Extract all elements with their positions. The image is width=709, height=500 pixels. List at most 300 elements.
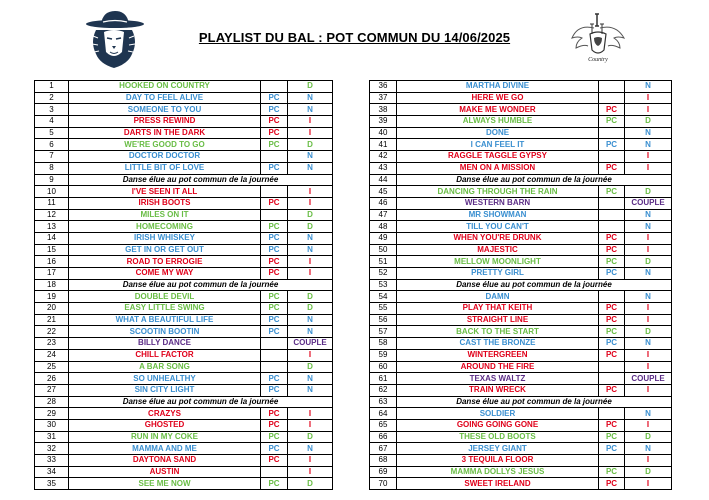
- song-title: WE'RE GOOD TO GO: [69, 139, 261, 151]
- playlist-row: [370, 116, 672, 128]
- playlist-row: [370, 268, 672, 280]
- pc-mark: [599, 197, 625, 209]
- level-code: N: [625, 209, 672, 221]
- level-code: N: [625, 221, 672, 233]
- song-title: SO UNHEALTHY: [69, 373, 261, 385]
- level-code: I: [625, 104, 672, 116]
- playlist-row: [35, 408, 333, 420]
- row-number: 50: [370, 244, 397, 256]
- level-code: COUPLE: [625, 197, 672, 209]
- playlist-row: [370, 186, 672, 198]
- level-code: I: [288, 186, 333, 198]
- playlist-row: [370, 291, 672, 303]
- level-code: N: [288, 384, 333, 396]
- song-title: MARTHA DIVINE: [397, 81, 599, 93]
- dance-vote-row: [370, 174, 672, 186]
- pc-mark: PC: [261, 431, 288, 443]
- row-number: 33: [35, 455, 69, 467]
- level-code: N: [625, 139, 672, 151]
- row-number: 29: [35, 408, 69, 420]
- song-title: I CAN FEEL IT: [397, 139, 599, 151]
- level-code: N: [288, 92, 333, 104]
- playlist-row: [35, 431, 333, 443]
- level-code: D: [288, 221, 333, 233]
- level-code: N: [288, 104, 333, 116]
- row-number: 31: [35, 431, 69, 443]
- level-code: I: [625, 419, 672, 431]
- level-code: I: [625, 455, 672, 467]
- dance-vote-label: Danse élue au pot commun de la journée: [69, 279, 333, 291]
- song-title: MAKE ME WONDER: [397, 104, 599, 116]
- dance-vote-row: [35, 279, 333, 291]
- pc-mark: PC: [599, 162, 625, 174]
- page-title: PLAYLIST DU BAL : POT COMMUN DU 14/06/2025: [198, 30, 511, 45]
- song-title: SIN CITY LIGHT: [69, 384, 261, 396]
- row-number: 54: [370, 291, 397, 303]
- row-number: 35: [35, 478, 69, 490]
- row-number: 57: [370, 326, 397, 338]
- row-number: 14: [35, 232, 69, 244]
- row-number: 46: [370, 197, 397, 209]
- pc-mark: [261, 361, 288, 373]
- row-number: 1: [35, 81, 69, 93]
- country-emblem-logo: [570, 8, 626, 66]
- dance-vote-row: [35, 396, 333, 408]
- song-title: I'VE SEEN IT ALL: [69, 186, 261, 198]
- playlist-row: [370, 209, 672, 221]
- level-code: N: [288, 151, 333, 163]
- level-code: I: [625, 92, 672, 104]
- playlist-row: [370, 373, 672, 385]
- playlist-row: [370, 221, 672, 233]
- playlist-row: [35, 162, 333, 174]
- song-title: AUSTIN: [69, 466, 261, 478]
- level-code: D: [625, 256, 672, 268]
- level-code: D: [625, 186, 672, 198]
- level-code: D: [625, 431, 672, 443]
- level-code: N: [288, 232, 333, 244]
- row-number: 36: [370, 81, 397, 93]
- song-title: SEE ME NOW: [69, 478, 261, 490]
- pc-mark: PC: [599, 443, 625, 455]
- song-title: DARTS IN THE DARK: [69, 127, 261, 139]
- playlist-row: [35, 314, 333, 326]
- playlist-row: [370, 361, 672, 373]
- playlist-row: [370, 443, 672, 455]
- pc-mark: PC: [599, 186, 625, 198]
- pc-mark: PC: [599, 104, 625, 116]
- row-number: 42: [370, 151, 397, 163]
- song-title: DONE: [397, 127, 599, 139]
- playlist-row: [370, 244, 672, 256]
- row-number: 23: [35, 338, 69, 350]
- dance-vote-label: Danse élue au pot commun de la journée: [397, 174, 672, 186]
- level-code: I: [625, 361, 672, 373]
- pc-mark: PC: [261, 408, 288, 420]
- playlist-row: [370, 81, 672, 93]
- pc-mark: [261, 209, 288, 221]
- playlist-row: [35, 349, 333, 361]
- playlist-row: [370, 92, 672, 104]
- pc-mark: PC: [261, 232, 288, 244]
- row-number: 56: [370, 314, 397, 326]
- song-title: PLAY THAT KEITH: [397, 303, 599, 315]
- row-number: 16: [35, 256, 69, 268]
- level-code: N: [625, 268, 672, 280]
- row-number: 66: [370, 431, 397, 443]
- song-title: TILL YOU CAN'T: [397, 221, 599, 233]
- pc-mark: PC: [261, 326, 288, 338]
- song-title: CAST THE BRONZE: [397, 338, 599, 350]
- playlist-row: [370, 338, 672, 350]
- pc-mark: PC: [599, 116, 625, 128]
- row-number: 48: [370, 221, 397, 233]
- row-number: 15: [35, 244, 69, 256]
- playlist-row: [370, 197, 672, 209]
- playlist-row: [370, 127, 672, 139]
- row-number: 70: [370, 478, 397, 490]
- pc-mark: [261, 466, 288, 478]
- row-number: 37: [370, 92, 397, 104]
- song-title: DAY TO FEEL ALIVE: [69, 92, 261, 104]
- level-code: I: [625, 478, 672, 490]
- song-title: MEN ON A MISSION: [397, 162, 599, 174]
- song-title: RAGGLE TAGGLE GYPSY: [397, 151, 599, 163]
- playlist-row: [35, 81, 333, 93]
- row-number: 24: [35, 349, 69, 361]
- playlist-row: [35, 419, 333, 431]
- pc-mark: PC: [261, 104, 288, 116]
- row-number: 39: [370, 116, 397, 128]
- level-code: I: [625, 303, 672, 315]
- pc-mark: [599, 408, 625, 420]
- pc-mark: [599, 291, 625, 303]
- pc-mark: [599, 221, 625, 233]
- playlist-row: [35, 197, 333, 209]
- song-title: GET IN OR GET OUT: [69, 244, 261, 256]
- row-number: 64: [370, 408, 397, 420]
- row-number: 18: [35, 279, 69, 291]
- playlist-row: [370, 431, 672, 443]
- song-title: DOCTOR DOCTOR: [69, 151, 261, 163]
- row-number: 25: [35, 361, 69, 373]
- pc-mark: PC: [261, 116, 288, 128]
- pc-mark: [599, 455, 625, 467]
- playlist-row: [370, 256, 672, 268]
- playlist-row: [35, 338, 333, 350]
- row-number: 26: [35, 373, 69, 385]
- pc-mark: PC: [599, 314, 625, 326]
- playlist-row: [35, 209, 333, 221]
- pc-mark: PC: [261, 256, 288, 268]
- row-number: 11: [35, 197, 69, 209]
- pc-mark: PC: [261, 303, 288, 315]
- song-title: WHAT A BEAUTIFUL LIFE: [69, 314, 261, 326]
- row-number: 27: [35, 384, 69, 396]
- row-number: 53: [370, 279, 397, 291]
- pc-mark: PC: [261, 384, 288, 396]
- row-number: 8: [35, 162, 69, 174]
- playlist-row: [35, 232, 333, 244]
- playlist-row: [35, 104, 333, 116]
- playlist-table-right: [369, 80, 672, 490]
- row-number: 45: [370, 186, 397, 198]
- pc-mark: PC: [599, 431, 625, 443]
- level-code: I: [288, 256, 333, 268]
- song-title: DAMN: [397, 291, 599, 303]
- playlist-row: [370, 314, 672, 326]
- playlist-row: [35, 291, 333, 303]
- row-number: 7: [35, 151, 69, 163]
- level-code: COUPLE: [625, 373, 672, 385]
- row-number: 69: [370, 466, 397, 478]
- dance-vote-row: [370, 279, 672, 291]
- row-number: 19: [35, 291, 69, 303]
- playlist-row: [35, 361, 333, 373]
- playlist-row: [370, 384, 672, 396]
- level-code: I: [625, 314, 672, 326]
- pc-mark: PC: [599, 384, 625, 396]
- level-code: I: [288, 455, 333, 467]
- song-title: MAMMA DOLLYS JESUS: [397, 466, 599, 478]
- level-code: D: [288, 431, 333, 443]
- row-number: 61: [370, 373, 397, 385]
- pc-mark: PC: [261, 478, 288, 490]
- level-code: N: [288, 373, 333, 385]
- row-number: 58: [370, 338, 397, 350]
- playlist-row: [35, 256, 333, 268]
- row-number: 43: [370, 162, 397, 174]
- level-code: N: [288, 443, 333, 455]
- row-number: 44: [370, 174, 397, 186]
- pc-mark: PC: [599, 419, 625, 431]
- playlist-row: [35, 455, 333, 467]
- pc-mark: [261, 349, 288, 361]
- dance-vote-label: Danse élue au pot commun de la journée: [397, 279, 672, 291]
- song-title: RUN IN MY COKE: [69, 431, 261, 443]
- level-code: I: [288, 268, 333, 280]
- playlist-row: [370, 349, 672, 361]
- playlist-row: [370, 139, 672, 151]
- row-number: 62: [370, 384, 397, 396]
- pc-mark: PC: [599, 338, 625, 350]
- pc-mark: PC: [599, 244, 625, 256]
- pc-mark: PC: [261, 221, 288, 233]
- row-number: 6: [35, 139, 69, 151]
- level-code: I: [288, 408, 333, 420]
- playlist-row: [35, 116, 333, 128]
- row-number: 49: [370, 232, 397, 244]
- pc-mark: PC: [599, 326, 625, 338]
- playlist-row: [370, 151, 672, 163]
- song-title: ROAD TO ERROGIE: [69, 256, 261, 268]
- row-number: 67: [370, 443, 397, 455]
- song-title: HOOKED ON COUNTRY: [69, 81, 261, 93]
- song-title: PRESS REWIND: [69, 116, 261, 128]
- song-title: TEXAS WALTZ: [397, 373, 599, 385]
- song-title: PRETTY GIRL: [397, 268, 599, 280]
- dance-vote-row: [35, 174, 333, 186]
- pc-mark: PC: [261, 314, 288, 326]
- playlist-row: [35, 268, 333, 280]
- song-title: GOING GOING GONE: [397, 419, 599, 431]
- song-title: SOMEONE TO YOU: [69, 104, 261, 116]
- pc-mark: PC: [599, 268, 625, 280]
- pc-mark: [599, 92, 625, 104]
- row-number: 65: [370, 419, 397, 431]
- logo-country-label: Country: [588, 57, 608, 63]
- dance-vote-row: [370, 396, 672, 408]
- level-code: I: [625, 384, 672, 396]
- pc-mark: [261, 338, 288, 350]
- song-title: WESTERN BARN: [397, 197, 599, 209]
- row-number: 34: [35, 466, 69, 478]
- level-code: I: [625, 349, 672, 361]
- playlist-row: [35, 244, 333, 256]
- pc-mark: PC: [261, 419, 288, 431]
- row-number: 13: [35, 221, 69, 233]
- pc-mark: PC: [261, 373, 288, 385]
- row-number: 20: [35, 303, 69, 315]
- playlist-row: [370, 104, 672, 116]
- level-code: N: [288, 162, 333, 174]
- song-title: DAYTONA SAND: [69, 455, 261, 467]
- song-title: MR SHOWMAN: [397, 209, 599, 221]
- row-number: 47: [370, 209, 397, 221]
- pc-mark: [599, 361, 625, 373]
- pc-mark: PC: [599, 466, 625, 478]
- row-number: 59: [370, 349, 397, 361]
- level-code: N: [625, 127, 672, 139]
- song-title: 3 TEQUILA FLOOR: [397, 455, 599, 467]
- playlist-row: [35, 127, 333, 139]
- song-title: LITTLE BIT OF LOVE: [69, 162, 261, 174]
- song-title: SCOOTIN BOOTIN: [69, 326, 261, 338]
- pc-mark: PC: [261, 244, 288, 256]
- level-code: N: [625, 338, 672, 350]
- pc-mark: PC: [599, 478, 625, 490]
- level-code: I: [288, 419, 333, 431]
- level-code: I: [288, 466, 333, 478]
- playlist-row: [370, 466, 672, 478]
- dance-vote-label: Danse élue au pot commun de la journée: [69, 396, 333, 408]
- song-title: CRAZYS: [69, 408, 261, 420]
- song-title: IRISH BOOTS: [69, 197, 261, 209]
- song-title: MILES ON IT: [69, 209, 261, 221]
- playlist-row: [35, 443, 333, 455]
- level-code: N: [288, 314, 333, 326]
- row-number: 60: [370, 361, 397, 373]
- song-title: BACK TO THE START: [397, 326, 599, 338]
- pc-mark: PC: [261, 197, 288, 209]
- level-code: I: [625, 151, 672, 163]
- row-number: 2: [35, 92, 69, 104]
- level-code: D: [288, 478, 333, 490]
- playlist-table-left: [34, 80, 333, 490]
- level-code: N: [288, 244, 333, 256]
- song-title: WHEN YOU'RE DRUNK: [397, 232, 599, 244]
- level-code: I: [625, 162, 672, 174]
- pc-mark: [599, 209, 625, 221]
- pc-mark: [599, 373, 625, 385]
- pc-mark: PC: [261, 139, 288, 151]
- song-title: THESE OLD BOOTS: [397, 431, 599, 443]
- level-code: D: [288, 361, 333, 373]
- song-title: JERSEY GIANT: [397, 443, 599, 455]
- song-title: DANCING THROUGH THE RAIN: [397, 186, 599, 198]
- pc-mark: [599, 127, 625, 139]
- playlist-row: [370, 326, 672, 338]
- playlist-row: [35, 92, 333, 104]
- song-title: HERE WE GO: [397, 92, 599, 104]
- playlist-row: [35, 326, 333, 338]
- level-code: N: [625, 408, 672, 420]
- song-title: EASY LITTLE SWING: [69, 303, 261, 315]
- row-number: 28: [35, 396, 69, 408]
- level-code: I: [625, 232, 672, 244]
- pc-mark: PC: [261, 291, 288, 303]
- row-number: 12: [35, 209, 69, 221]
- row-number: 32: [35, 443, 69, 455]
- level-code: D: [625, 466, 672, 478]
- level-code: N: [625, 443, 672, 455]
- song-title: MAMMA AND ME: [69, 443, 261, 455]
- row-number: 17: [35, 268, 69, 280]
- row-number: 40: [370, 127, 397, 139]
- pc-mark: PC: [261, 92, 288, 104]
- pc-mark: [261, 151, 288, 163]
- pc-mark: PC: [261, 443, 288, 455]
- row-number: 9: [35, 174, 69, 186]
- playlist-row: [370, 162, 672, 174]
- song-title: SWEET IRELAND: [397, 478, 599, 490]
- row-number: 21: [35, 314, 69, 326]
- pc-mark: PC: [599, 139, 625, 151]
- row-number: 10: [35, 186, 69, 198]
- level-code: I: [625, 244, 672, 256]
- level-code: N: [625, 81, 672, 93]
- song-title: TRAIN WRECK: [397, 384, 599, 396]
- level-code: N: [625, 291, 672, 303]
- row-number: 55: [370, 303, 397, 315]
- pc-mark: PC: [599, 256, 625, 268]
- playlist-row: [35, 478, 333, 490]
- row-number: 5: [35, 127, 69, 139]
- row-number: 38: [370, 104, 397, 116]
- playlist-row: [35, 373, 333, 385]
- song-title: MAJESTIC: [397, 244, 599, 256]
- playlist-row: [370, 419, 672, 431]
- playlist-row: [370, 478, 672, 490]
- song-title: WINTERGREEN: [397, 349, 599, 361]
- playlist-row: [35, 139, 333, 151]
- level-code: COUPLE: [288, 338, 333, 350]
- song-title: DOUBLE DEVIL: [69, 291, 261, 303]
- song-title: CHILL FACTOR: [69, 349, 261, 361]
- playlist-row: [35, 466, 333, 478]
- level-code: D: [288, 81, 333, 93]
- dance-vote-label: Danse élue au pot commun de la journée: [397, 396, 672, 408]
- pc-mark: [599, 81, 625, 93]
- playlist-row: [370, 408, 672, 420]
- row-number: 51: [370, 256, 397, 268]
- playlist-row: [35, 384, 333, 396]
- row-number: 52: [370, 268, 397, 280]
- song-title: HOMECOMING: [69, 221, 261, 233]
- level-code: D: [288, 303, 333, 315]
- playlist-row: [35, 303, 333, 315]
- playlist-row: [35, 186, 333, 198]
